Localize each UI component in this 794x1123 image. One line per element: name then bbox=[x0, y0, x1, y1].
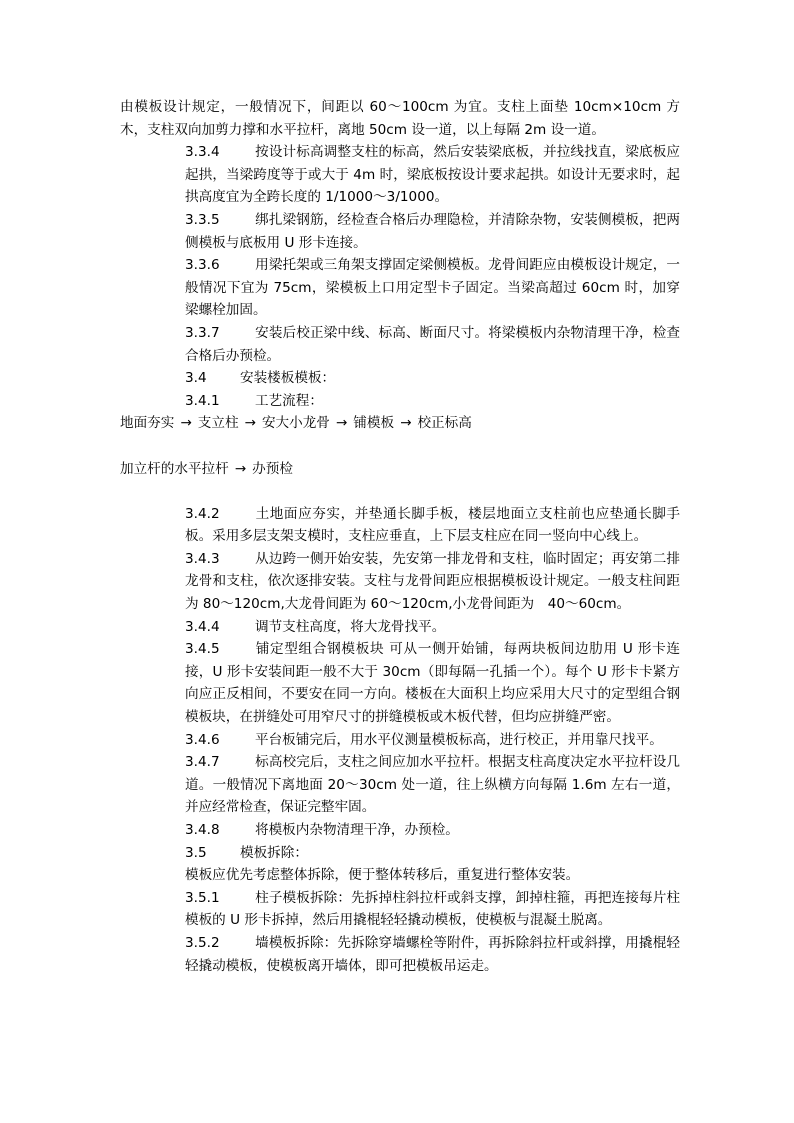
section-number: 3.3.6 bbox=[185, 257, 220, 274]
paragraph-text: 土地面应夯实，并垫通长脚手板，楼层地面立支柱前也应垫通长脚手板。采用多层支架支模时，支柱应垂直，上下层支柱应在同一竖向中心线上。 bbox=[185, 505, 680, 545]
paragraph-3-4-5 bbox=[120, 638, 680, 728]
section-number: 3.4.3 bbox=[185, 550, 220, 567]
paragraph-text: 安装后校正梁中线、标高、断面尺寸。将梁模板内杂物清理干净，检查合格后办预检。 bbox=[185, 324, 680, 364]
section-number: 3.3.7 bbox=[185, 324, 220, 341]
paragraph-3-4-2 bbox=[120, 503, 680, 548]
flow-step: 地面夯实 bbox=[120, 415, 175, 432]
section-heading: 模板拆除： bbox=[240, 844, 308, 861]
paragraph-3-4-7 bbox=[120, 751, 680, 819]
paragraph-3-4-6 bbox=[120, 729, 680, 752]
paragraph-text: 由模板设计规定，一般情况下，间距以 60～100cm 为宜。支柱上面垫 10cm×10cm 方木，支柱双向加剪力撑和水平拉杆，离地 50cm 设一道，以上每隔 2m 设一道。 bbox=[120, 99, 680, 138]
paragraph-text: 模板应优先考虑整体拆除，便于整体转移后，重复进行整体安装。 bbox=[185, 867, 580, 884]
arrow-right-icon: → bbox=[244, 415, 256, 432]
paragraph-text: 平台板铺完后，用水平仪测量模板标高，进行校正，并用靠尺找平。 bbox=[255, 731, 663, 748]
section-number: 3.5 bbox=[185, 844, 207, 861]
section-number: 3.4.2 bbox=[185, 505, 220, 522]
paragraph-3-4-3 bbox=[120, 548, 680, 616]
paragraph-3-3-7 bbox=[120, 322, 680, 367]
flow-step: 铺模板 bbox=[353, 415, 395, 432]
paragraph-3-5-2 bbox=[120, 932, 680, 977]
section-number: 3.5.2 bbox=[185, 934, 220, 951]
section-number: 3.3.4 bbox=[185, 144, 220, 161]
arrow-right-icon: → bbox=[180, 415, 192, 432]
paragraph-text: 调节支柱高度，将大龙骨找平。 bbox=[255, 618, 446, 635]
flow-step: 校正标高 bbox=[417, 415, 472, 432]
paragraph-text: 铺定型组合钢模板块 可从一侧开始铺，每两块板间边肋用 U 形卡连接，U 形卡安装间距一般不大于 30cm（即每隔一孔插一个）。每个 U 形卡卡紧方向应正反相间，不要安在同一方向。楼板在大面积上均应采用大尺寸的定型组合钢模板块，在拼缝处可用窄尺寸的拼缝模板或木板代替，但均应拼缝严密。 bbox=[185, 641, 680, 726]
flow-step: 安大小龙骨 bbox=[261, 415, 330, 432]
section-number: 3.4.7 bbox=[185, 754, 220, 771]
paragraph-3-5-intro bbox=[120, 864, 680, 887]
heading-3-5 bbox=[120, 842, 680, 865]
paragraph-text: 柱子模板拆除：先拆掉柱斜拉杆或斜支撑，卸掉柱箍，再把连接每片柱模板的 U 形卡拆掉，然后用撬棍轻轻撬动模板，使模板与混凝土脱离。 bbox=[185, 889, 680, 929]
document-body bbox=[120, 96, 680, 977]
paragraph-text: 用梁托架或三角架支撑固定梁侧模板。龙骨间距应由模板设计规定，一般情况下宜为 75cm，梁模板上口用定型卡子固定。当梁高超过 60cm 时，加穿梁螺栓加固。 bbox=[185, 257, 680, 319]
arrow-right-icon: → bbox=[400, 415, 412, 432]
flow-step: 支立柱 bbox=[197, 415, 239, 432]
section-number: 3.4.5 bbox=[185, 641, 220, 658]
arrow-right-icon: → bbox=[234, 460, 247, 477]
flow-step: 办预检 bbox=[252, 460, 293, 477]
section-heading: 安装楼板模板： bbox=[240, 370, 336, 387]
section-number: 3.4.8 bbox=[185, 822, 220, 838]
paragraph-text: 将模板内杂物清理干净，办预检。 bbox=[255, 822, 459, 838]
paragraph-text: 工艺流程： bbox=[255, 392, 323, 409]
heading-3-4 bbox=[120, 367, 680, 390]
section-number: 3.5.1 bbox=[185, 889, 220, 906]
paragraph-text: 按设计标高调整支柱的标高，然后安装梁底板，并拉线找直，梁底板应起拱，当梁跨度等于或大于 4m 时，梁底板按设计要求起拱。如设计无要求时，起拱高度宜为全跨长度的 1/1000～3/1000。 bbox=[185, 144, 680, 206]
section-number: 3.4 bbox=[185, 370, 207, 387]
process-flow-line-2 bbox=[120, 458, 680, 481]
paragraph-3-4-8 bbox=[120, 819, 680, 842]
paragraph-3-3-4 bbox=[120, 141, 680, 209]
arrow-right-icon: → bbox=[335, 415, 348, 432]
paragraph-text: 绑扎梁钢筋，经检查合格后办理隐检，并清除杂物，安装侧模板，把两侧模板与底板用 U 形卡连接。 bbox=[185, 211, 680, 251]
section-number: 3.4.6 bbox=[185, 731, 220, 748]
paragraph-text: 墙模板拆除：先拆除穿墙螺栓等附件，再拆除斜拉杆或斜撑，用撬棍轻轻撬动模板，使模板离开墙体，即可把模板吊运走。 bbox=[185, 934, 680, 974]
paragraph-3-4-1 bbox=[120, 390, 680, 413]
blank-line bbox=[120, 435, 680, 458]
paragraph-3-3-6 bbox=[120, 254, 680, 322]
paragraph-text: 从边跨一侧开始安装，先安第一排龙骨和支柱，临时固定；再安第二排龙骨和支柱，依次逐排安装。支柱与龙骨间距应根据模板设计规定。一般支柱间距为 80～120cm,大龙骨间距为 60～120cm,小龙骨间距为 40～60cm。 bbox=[185, 550, 680, 613]
paragraph-text: 标高校完后，支柱之间应加水平拉杆。根据支柱高度决定水平拉杆设几道。一般情况下离地面 20～30cm 处一道，往上纵横方向每隔 1.6m 左右一道，并应经常检查，保证完整牢固。 bbox=[185, 754, 680, 816]
paragraph-0 bbox=[120, 96, 680, 141]
flow-step: 加立杆的水平拉杆 bbox=[120, 460, 229, 477]
section-number: 3.4.4 bbox=[185, 618, 220, 635]
blank-line bbox=[120, 480, 680, 503]
process-flow-line-1 bbox=[120, 412, 680, 435]
paragraph-3-3-5 bbox=[120, 209, 680, 254]
paragraph-3-4-4 bbox=[120, 616, 680, 639]
paragraph-3-5-1 bbox=[120, 887, 680, 932]
section-number: 3.4.1 bbox=[185, 392, 220, 409]
section-number: 3.3.5 bbox=[185, 211, 220, 228]
